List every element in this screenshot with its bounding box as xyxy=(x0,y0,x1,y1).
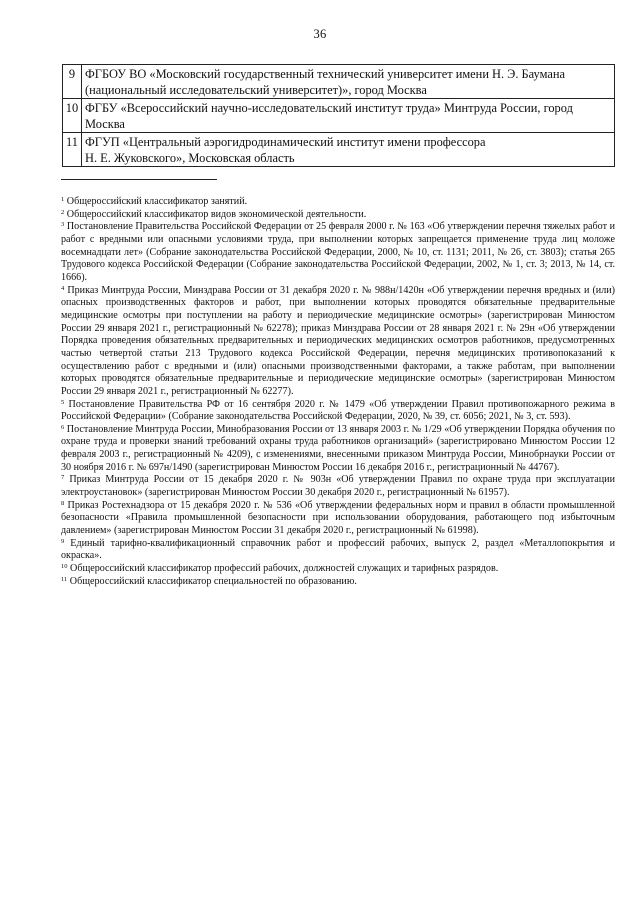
footnotes xyxy=(61,196,615,588)
footnote xyxy=(61,424,615,475)
footnote-marker: 1 xyxy=(61,196,65,203)
footnote xyxy=(61,563,615,576)
organizations-table xyxy=(62,64,615,167)
footnote-marker: 9 xyxy=(61,537,65,545)
organization-name-line: Н. Е. Жуковского», Московская область xyxy=(85,151,295,165)
footnote-text: Постановление Правительства РФ от 16 сентября 2020 г. № 1479 «Об утверждении Правил противопожарного режима в Российской Федерации» (Собрание законодательства Российской Федерации, 2020, № 39, ст. 6056; 2021, № 3, ст. 593). xyxy=(61,398,615,423)
organization-name xyxy=(82,133,615,167)
footnote-marker: 10 xyxy=(61,563,68,571)
footnote-marker: 2 xyxy=(61,208,65,216)
footnote-marker: 8 xyxy=(61,499,65,507)
footnote xyxy=(61,576,615,589)
footnote xyxy=(61,221,615,284)
row-number: 11 xyxy=(63,133,82,167)
footnote-text: Единый тарифно-квалификационный справочник работ и профессий рабочих, выпуск 2, раздел «Металлопокрытия и окраска». xyxy=(61,537,615,562)
table-row xyxy=(63,99,615,133)
page-number: 36 xyxy=(313,27,327,41)
footnote-marker: 6 xyxy=(61,423,65,431)
footnote-text: Общероссийский классификатор профессий рабочих, должностей служащих и тарифных разрядов. xyxy=(70,563,499,575)
footnote xyxy=(61,399,615,424)
table-row xyxy=(63,65,615,99)
footnote xyxy=(61,474,615,499)
footnote-separator xyxy=(61,179,217,180)
footnote xyxy=(61,209,615,222)
footnote-text: Приказ Ростехнадзора от 15 декабря 2020 г. № 536 «Об утверждении федеральных норм и правил в области промышленной безопасности «Правила промышленной безопасности при использовании оборудования, работающего под избыточным давлением» (зарегистрирован Минюстом России 31 декабря 2020 г., регистрационный № 61998). xyxy=(61,499,616,537)
footnote xyxy=(61,538,615,563)
organization-name: ФГБУ «Всероссийский научно-исследовательский институт труда» Минтруда России, город Москва xyxy=(82,99,615,133)
row-number: 10 xyxy=(63,99,82,133)
footnote-text: Приказ Минтруда России от 15 декабря 2020 г. № 903н «Об утверждении Правил по охране труда при эксплуатации электроустановок» (зарегистрирован Минюстом России 30 декабря 2020 г., регистрационный № 61957). xyxy=(61,474,615,499)
organization-name: ФГБОУ ВО «Московский государственный технический университет имени Н. Э. Баумана (национальный исследовательский университет)», город Москва xyxy=(82,65,615,99)
footnote-marker: 11 xyxy=(61,575,68,583)
footnote-text: Общероссийский классификатор видов экономической деятельности. xyxy=(66,208,367,220)
footnote-text: Приказ Минтруда России, Минздрава России от 31 декабря 2020 г. № 988н/1420н «Об утверждении перечня вредных и (или) опасных производственных факторов и работ, при выполнении которых проводятся обязательные предварительные медицинские осмотры при поступлении на работу и периодические медицинские осмотры» (зарегистрирован Минюстом России 29 января 2021 г., регистрационный № 62278); приказ Минздрава России от 28 января 2021 г. № 29н «Об утверждении Порядка проведения обязательных предварительных и периодических медицинских осмотров работников, предусмотренных частью четвертой статьи 213 Трудового кодекса Российской Федерации, перечня медицинских противопоказаний к осуществлению работ с вредными и (или) опасными производственными факторами, а также работам, при выполнении которых проводятся обязательные предварительные и периодические медицинские осмотры» (зарегистрирован Минюстом России 29 января 2021 г., регистрационный № 62277). xyxy=(61,284,616,397)
footnote xyxy=(61,285,615,399)
footnote-text: Общероссийский классификатор специальностей по образованию. xyxy=(69,575,357,587)
organization-name-line: ФГУП «Центральный аэрогидродинамический институт имени профессора xyxy=(85,135,486,149)
footnote-marker: 4 xyxy=(61,284,65,292)
footnote-marker: 5 xyxy=(61,398,65,406)
footnote xyxy=(61,500,615,538)
footnote-text: Постановление Правительства Российской Федерации от 25 февраля 2000 г. № 163 «Об утверждении перечня тяжелых работ и работ с вредными или опасными условиями труда, при выполнении которых запрещается применение труда лиц моложе восемнадцати лет» (Собрание законодательства Российской Федерации, 2000, № 10, ст. 1131; 2011, № 26, ст. 3803); статья 265 Трудового кодекса Российской Федерации (Собрание законодательства Российской Федерации, 2002, № 1, ст. 3; 2013, № 14, ст. 1666). xyxy=(61,221,615,283)
table-row xyxy=(63,133,615,167)
footnote xyxy=(61,196,615,209)
footnote-text: Общероссийский классификатор занятий. xyxy=(66,196,248,207)
row-number: 9 xyxy=(63,65,82,99)
footnote-marker: 3 xyxy=(61,221,65,229)
footnote-marker: 7 xyxy=(61,474,65,482)
footnote-text: Постановление Минтруда России, Минобразования России от 13 января 2003 г. № 1/29 «Об утверждении Порядка обучения по охране труда и проверки знаний требований охраны труда работников организаций» (зарегистрировано Минюстом России 12 февраля 2003 г., регистрационный № 4209), с изменениями, внесенными приказом Минтруда России, Минобрнауки России от 30 ноября 2016 г. № 697н/1490 (зарегистрирован Минюстом России 16 декабря 2016 г., регистрационный № 44767). xyxy=(61,423,615,473)
